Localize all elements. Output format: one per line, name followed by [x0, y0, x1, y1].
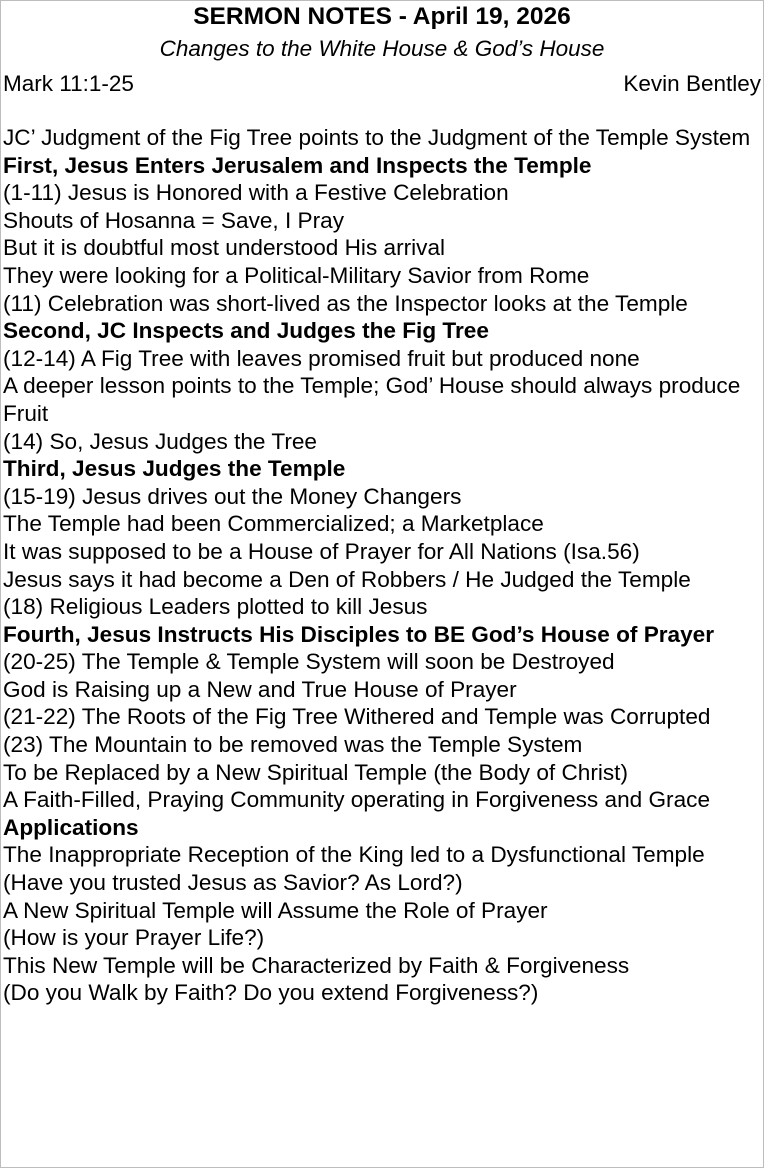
note-line: A Faith-Filled, Praying Community operating in Forgiveness and Grace [3, 787, 711, 813]
scripture-reference: Mark 11:1-25 [3, 71, 134, 96]
section-heading: First, Jesus Enters Jerusalem and Inspects the Temple [3, 152, 592, 178]
note-line: (14) So, Jesus Judges the Tree [3, 428, 317, 454]
page-subtitle: Changes to the White House & God’s House [159, 36, 605, 61]
note-line: (Do you Walk by Faith? Do you extend Forgiveness?) [3, 980, 539, 1006]
note-line: God is Raising up a New and True House of Prayer [3, 676, 517, 702]
sermon-notes [3, 124, 761, 1007]
note-line: (18) Religious Leaders plotted to kill Jesus [3, 594, 428, 620]
note-line: The Temple had been Commercialized; a Marketplace [3, 511, 544, 537]
note-line: The Inappropriate Reception of the King led to a Dysfunctional Temple [3, 842, 705, 868]
section-heading: Second, JC Inspects and Judges the Fig Tree [3, 318, 489, 344]
note-line: (11) Celebration was short-lived as the Inspector looks at the Temple [3, 290, 688, 316]
note-line: But it is doubtful most understood His arrival [3, 235, 446, 261]
note-line: A deeper lesson points to the Temple; God’ House should always produce Fruit [3, 373, 741, 426]
page-title: SERMON NOTES - April 19, 2026 [193, 3, 571, 30]
note-line: (How is your Prayer Life?) [3, 925, 265, 951]
note-line: To be Replaced by a New Spiritual Temple (the Body of Christ) [3, 759, 628, 785]
section-heading: Fourth, Jesus Instructs His Disciples to BE God’s House of Prayer [3, 621, 715, 647]
note-line: JC’ Judgment of the Fig Tree points to the Judgment of the Temple System [3, 125, 751, 150]
section-heading: Applications [3, 814, 139, 840]
note-line: (12-14) A Fig Tree with leaves promised fruit but produced none [3, 345, 640, 371]
note-line: (Have you trusted Jesus as Savior? As Lord?) [3, 870, 463, 896]
note-line: Jesus says it had become a Den of Robbers / He Judged the Temple [3, 566, 691, 592]
note-line: (20-25) The Temple & Temple System will soon be Destroyed [3, 649, 615, 675]
note-line: (23) The Mountain to be removed was the Temple System [3, 732, 583, 758]
note-line: (1-11) Jesus is Honored with a Festive Celebration [3, 180, 509, 206]
note-line: Shouts of Hosanna = Save, I Pray [3, 207, 344, 233]
note-line: (15-19) Jesus drives out the Money Changers [3, 483, 462, 509]
note-line: This New Temple will be Characterized by Faith & Forgiveness [3, 952, 630, 978]
spacer [3, 98, 761, 124]
note-line: A New Spiritual Temple will Assume the Role of Prayer [3, 897, 548, 923]
note-line: They were looking for a Political-Military Savior from Rome [3, 262, 590, 288]
section-heading: Third, Jesus Judges the Temple [3, 456, 346, 482]
note-line: It was supposed to be a House of Prayer for All Nations (Isa.56) [3, 538, 640, 564]
meta-row [3, 70, 761, 98]
speaker-name: Kevin Bentley [623, 71, 761, 96]
note-line: (21-22) The Roots of the Fig Tree Withered and Temple was Corrupted [3, 704, 711, 730]
